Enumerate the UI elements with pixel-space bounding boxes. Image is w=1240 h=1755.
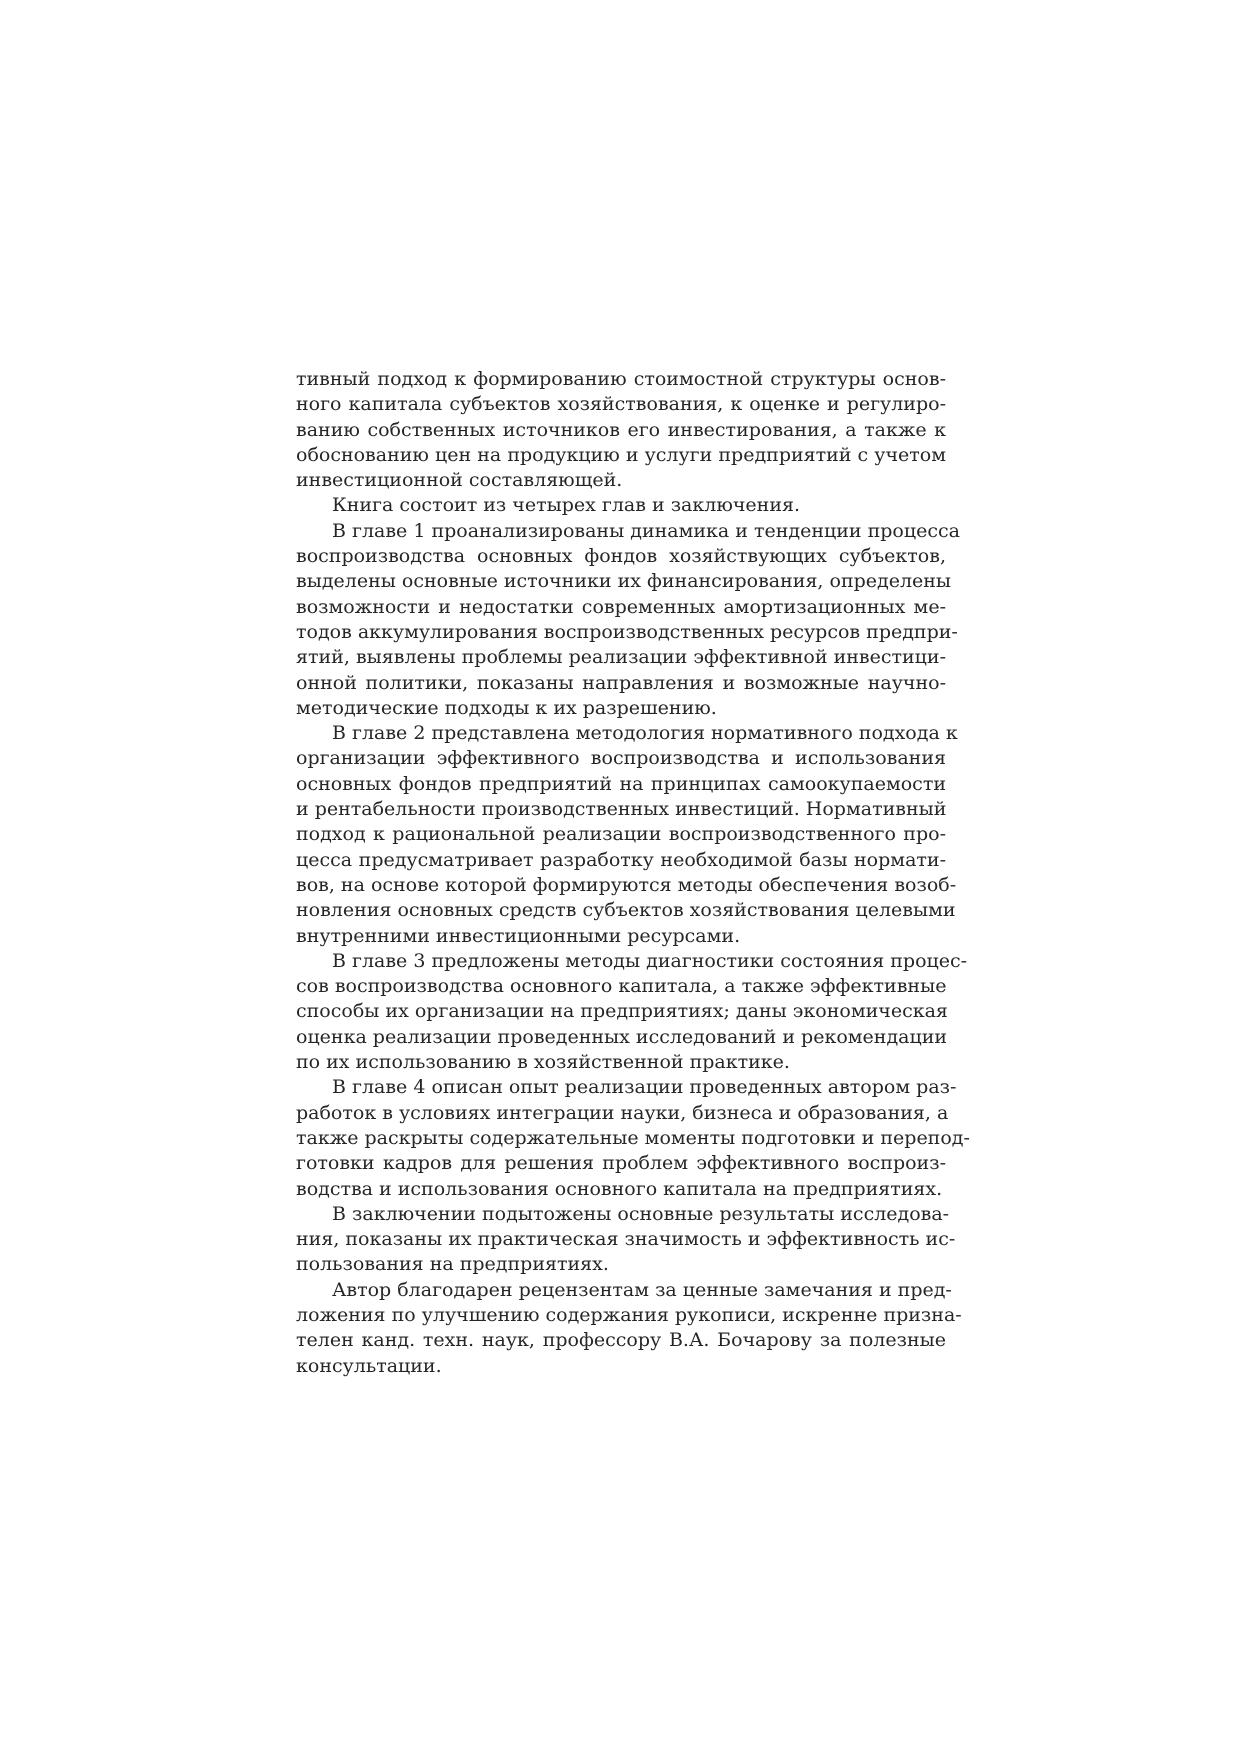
paragraph: [296, 1202, 956, 1278]
text-line: ния, показаны их практическая значимость и эффективность ис-: [296, 1228, 956, 1251]
paragraph: [296, 1075, 970, 1201]
text-line: В заключении подытожены основные результаты исследова-: [332, 1202, 950, 1225]
paragraph: [296, 949, 968, 1075]
text-line: инвестиционной составляющей.: [296, 469, 623, 492]
text-line: цесса предусматривает разработку необходимой базы нормати-: [296, 848, 946, 871]
text-line: внутренними инвестиционными ресурсами.: [296, 924, 741, 947]
text-line: В главе 2 представлена методология нормативного подхода к: [332, 722, 958, 745]
text-line: сов воспроизводства основного капитала, а также эффективные: [296, 975, 947, 998]
text-line: ятий, выявлены проблемы реализации эффективной инвестици-: [296, 646, 946, 669]
text-line: методические подходы к их разрешению.: [296, 696, 717, 719]
text-line: организации эффективного воспроизводства и использования: [296, 747, 946, 770]
text-line: В главе 1 проанализированы динамика и тенденции процесса: [332, 519, 960, 542]
paragraph: [296, 519, 960, 721]
text-line: Автор благодарен рецензентам за ценные замечания и пред-: [332, 1278, 952, 1301]
text-line: основных фондов предприятий на принципах самоокупаемости: [296, 772, 946, 795]
text-line: также раскрыты содержательные моменты подготовки и перепод-: [296, 1126, 970, 1149]
text-line: подход к рациональной реализации воспроизводственного про-: [296, 823, 946, 846]
body-text: [296, 367, 970, 1379]
text-line: способы их организации на предприятиях; даны экономическая: [296, 1000, 948, 1023]
text-line: ного капитала субъектов хозяйствования, к оценке и регулиро-: [296, 393, 946, 416]
paragraph: [296, 493, 946, 518]
text-line: В главе 4 описан опыт реализации проведенных автором раз-: [332, 1076, 957, 1099]
paragraph: [296, 367, 946, 493]
text-line: тодов аккумулирования воспроизводственных ресурсов предпри-: [296, 620, 958, 643]
text-line: воспроизводства основных фондов хозяйствующих субъектов,: [296, 545, 946, 568]
text-line: водства и использования основного капитала на предприятиях.: [296, 1177, 943, 1200]
text-line: ванию собственных источников его инвестирования, а также к: [296, 418, 946, 441]
text-line: выделены основные источники их финансирования, определены: [296, 570, 952, 593]
text-line: новления основных средств субъектов хозяйствования целевыми: [296, 899, 956, 922]
paragraph: [296, 1278, 962, 1379]
text-line: возможности и недостатки современных амортизационных ме-: [296, 595, 946, 618]
text-line: обоснованию цен на продукцию и услуги предприятий с учетом: [296, 443, 946, 466]
text-line: работок в условиях интеграции науки, бизнеса и образования, а: [296, 1101, 949, 1124]
text-line: тивный подход к формированию стоимостной структуры основ-: [296, 368, 946, 390]
text-line: телен канд. техн. наук, профессору В.А. Бочарову за полезные: [296, 1329, 946, 1352]
paragraph: [296, 721, 958, 949]
text-line: онной политики, показаны направления и возможные научно-: [296, 671, 946, 694]
text-line: и рентабельности производственных инвестиций. Нормативный: [296, 798, 947, 821]
text-line: Книга состоит из четырех глав и заключения.: [332, 494, 801, 517]
text-line: ложения по улучшению содержания рукописи, искренне призна-: [296, 1303, 962, 1326]
text-line: консультации.: [296, 1354, 442, 1377]
text-line: по их использованию в хозяйственной практике.: [296, 1051, 790, 1074]
text-line: готовки кадров для решения проблем эффективного воспроиз-: [296, 1152, 946, 1175]
text-line: оценка реализации проведенных исследований и рекомендации: [296, 1025, 948, 1048]
text-line: пользования на предприятиях.: [296, 1253, 609, 1276]
text-line: вов, на основе которой формируются методы обеспечения возоб-: [296, 873, 957, 896]
text-line: В главе 3 предложены методы диагностики состояния процес-: [332, 949, 968, 972]
